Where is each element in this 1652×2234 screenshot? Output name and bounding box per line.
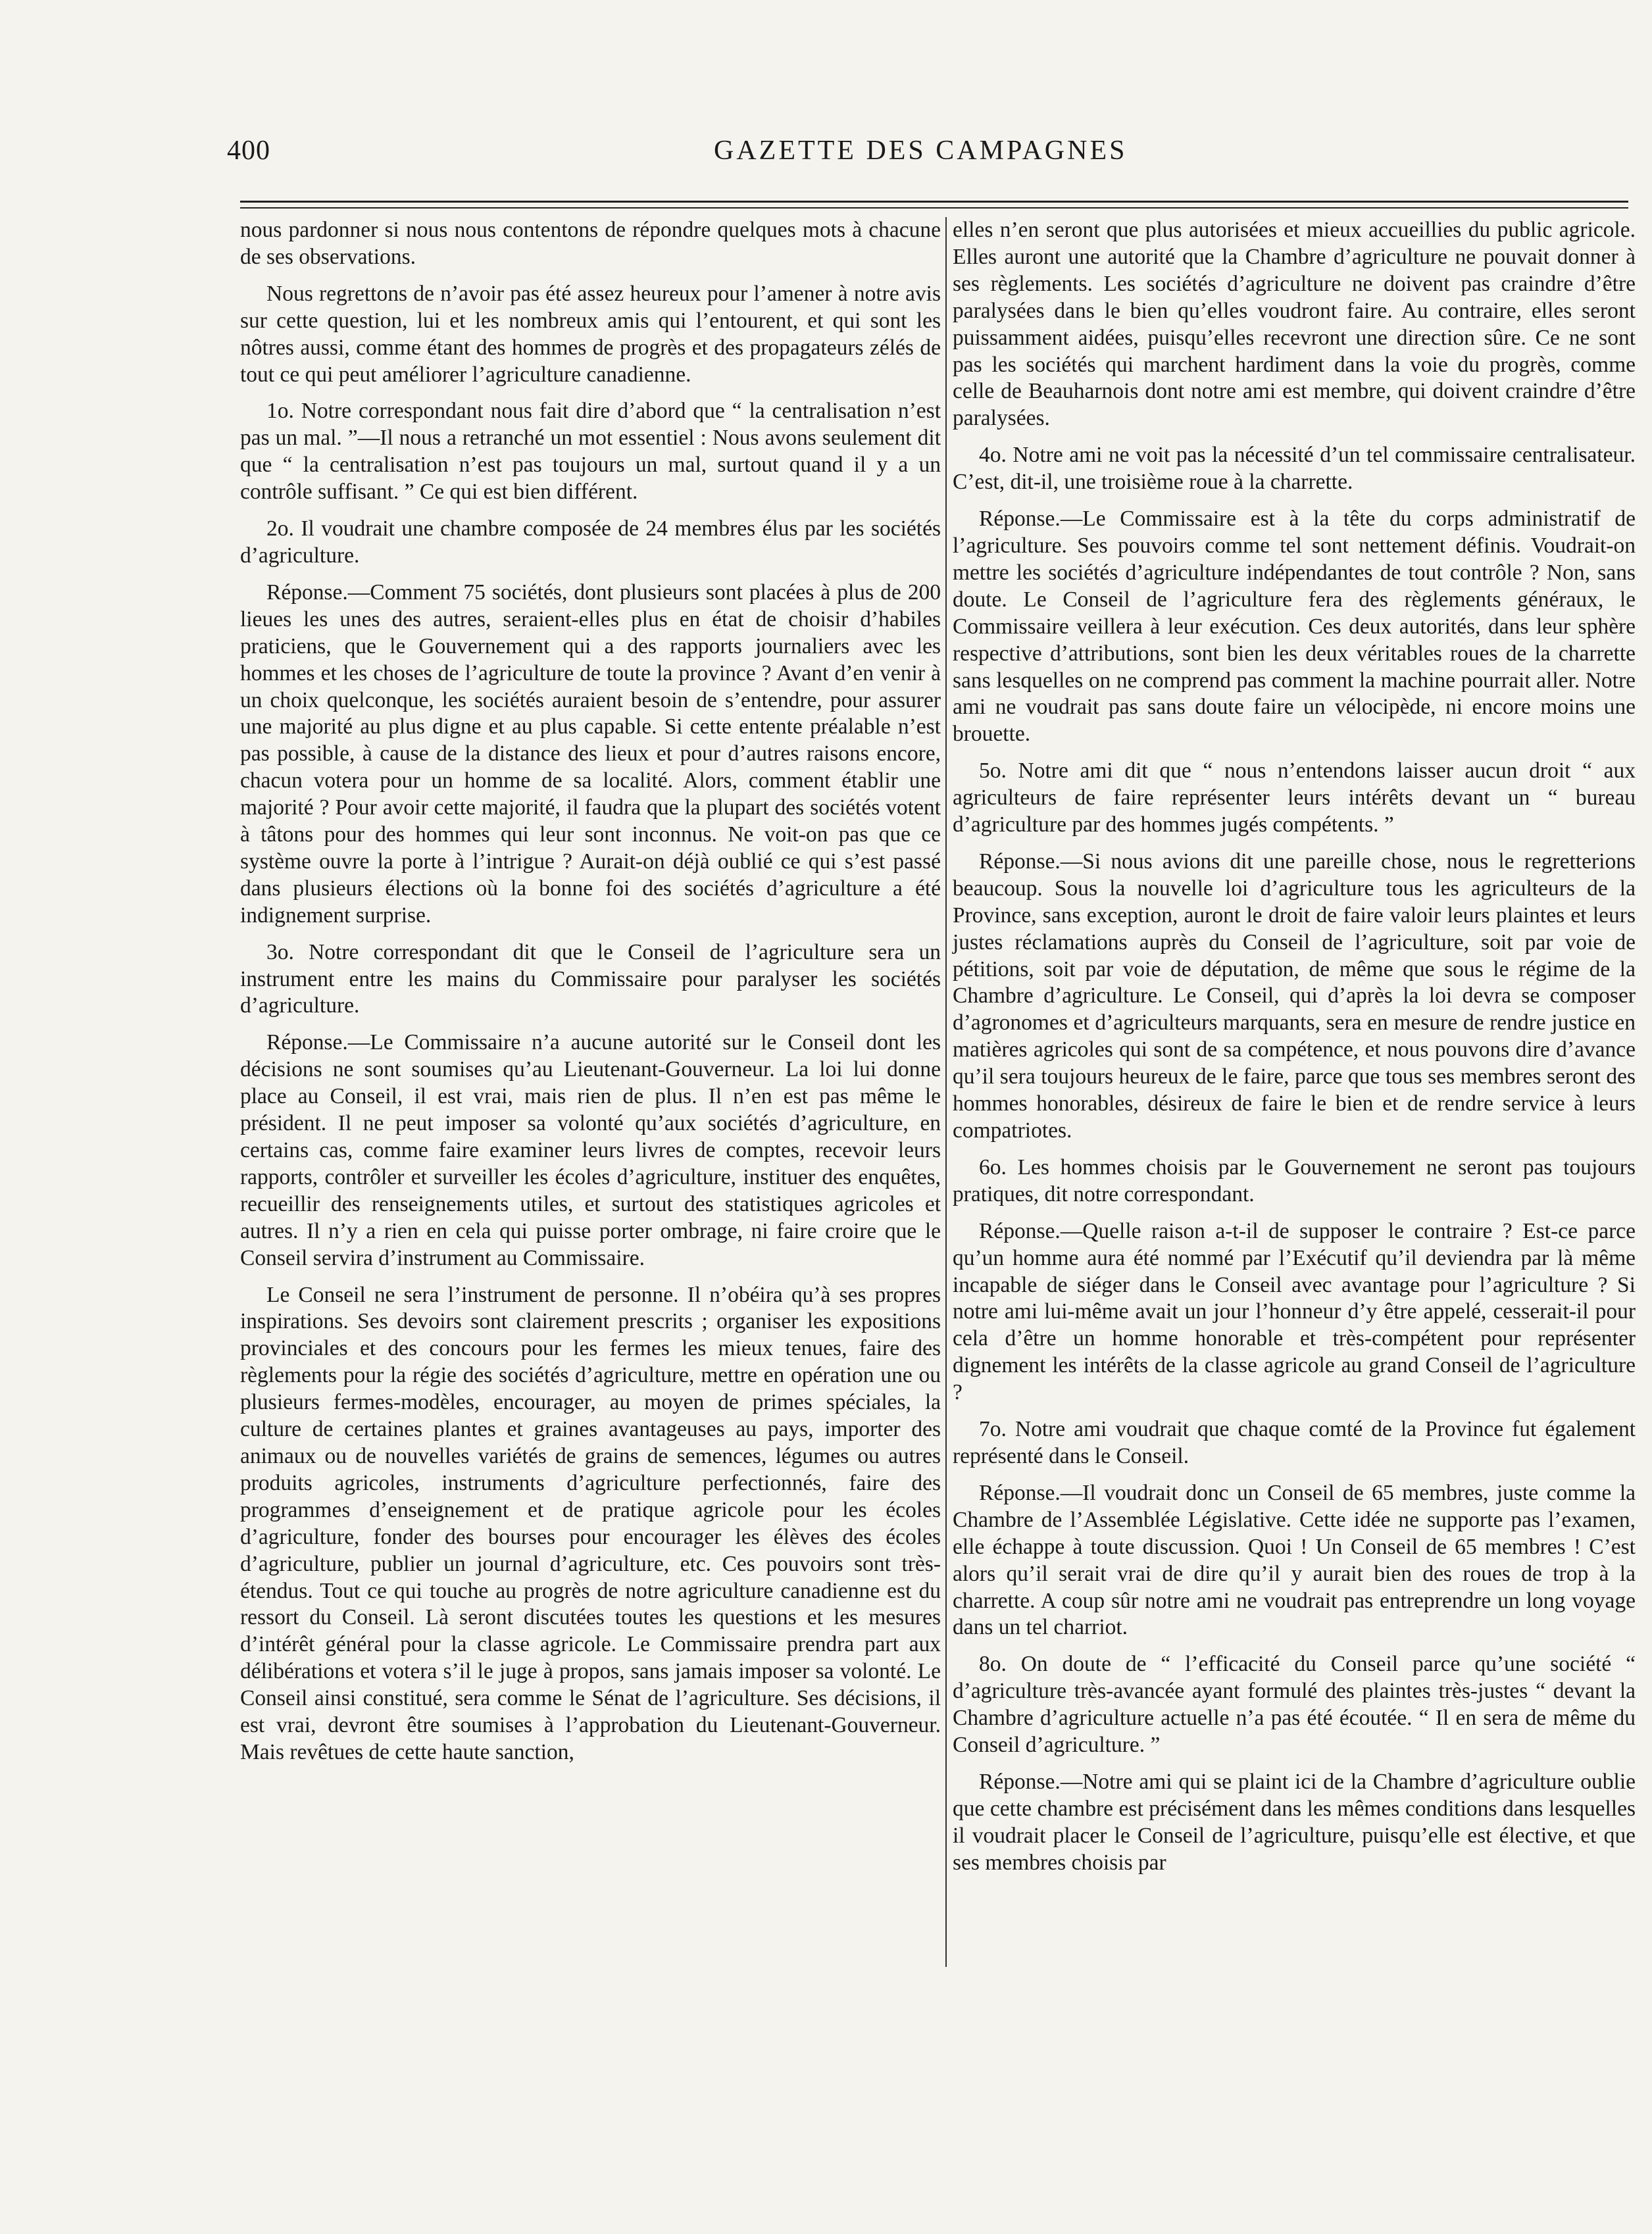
paragraph: 1o. Notre correspondant nous fait dire d’abord que “ la centralisation n’est pas un mal. ”—Il nous a retranché un mot essentiel : Nous avons seulement dit que “ la centralisation n’est pas toujours un mal, surtout quand il y a un contrôle suffisant. ” Ce qui est bien différent. [240,399,941,505]
paragraph: elles n’en seront que plus autorisées et mieux accueillies du public agricole. Elles auront une autorité que la Chambre d’agriculture ne pouvait donner à ses règlements. Les sociétés d’agriculture ne doivent pas craindre d’être paralysées dans le bien qu’elles voudront faire. Au contraire, elles seront puissamment aidées, puisqu’elles recevront une direction sûre. Ce ne sont pas les sociétés qui marchent hardiment dans la voie du progrès, comme celle de Beauharnois dont notre ami est membre, qui doivent craindre d’être paralysées. [953,218,1636,431]
paragraph: 4o. Notre ami ne voit pas la nécessité d’un tel commissaire centralisateur. C’est, dit-il, une troisième roue à la charrette. [953,443,1636,495]
paragraph: Nous regrettons de n’avoir pas été assez heureux pour l’amener à notre avis sur cette question, lui et les nombreux amis qui l’entourent, et qui sont les nôtres aussi, comme étant des hommes de progrès et des propagateurs zélés de tout ce qui peut améliorer l’agriculture canadienne. [240,281,941,387]
page-number: 400 [227,136,270,166]
paragraph: Réponse.—Notre ami qui se plaint ici de la Chambre d’agriculture oublie que cette chambre est précisément dans les mêmes conditions dans lesquelles il voudrait placer le Conseil de l’agriculture, puisqu’elle est élective, et que ses membres choisis par [953,1769,1636,1875]
paragraph: 6o. Les hommes choisis par le Gouvernement ne seront pas toujours pratiques, dit notre correspondant. [953,1154,1636,1206]
paragraph: 2o. Il voudrait une chambre composée de 24 membres élus par les sociétés d’agriculture. [240,516,941,568]
paragraph: Réponse.—Le Commissaire n’a aucune autorité sur le Conseil dont les décisions ne sont soumises qu’au Lieutenant-Gouverneur. La loi lui donne place au Conseil, il est vrai, mais rien de plus. Il n’en est pas même le président. Il ne peut imposer sa volonté qu’aux sociétés d’agriculture, en certains cas, comme faire examiner leurs livres de comptes, recevoir leurs rapports, contrôler et surveiller les écoles d’agriculture, instituer des enquêtes, recueillir des renseignements utiles, et surtout des statistiques agricoles et autres. Il n’y a rien en cela qui puisse porter ombrage, ni faire croire que le Conseil servira d’instrument au Commissaire. [240,1030,941,1270]
paragraph: 3o. Notre correspondant dit que le Conseil de l’agriculture sera un instrument entre les mains du Commissaire pour paralyser les sociétés d’agriculture. [240,939,941,1018]
left-column [240,217,941,1776]
column-divider [945,217,947,1967]
paragraph: 7o. Notre ami voudrait que chaque comté de la Province fut également représenté dans le Conseil. [953,1417,1636,1468]
running-title: GAZETTE DES CAMPAGNES [714,136,1128,166]
paragraph: Réponse.—Il voudrait donc un Conseil de 65 membres, juste comme la Chambre de l’Assemblée Législative. Cette idée ne supporte pas l’examen, elle échappe à toute discussion. Quoi ! Un Conseil de 65 membres ! C’est alors qu’il serait vrai de dire qu’il y aurait bien des roues de trop à la charrette. A coup sûr notre ami ne voudrait pas entreprendre un long voyage dans un tel charriot. [953,1480,1636,1640]
paragraph: 8o. On doute de “ l’efficacité du Conseil parce qu’une société “ d’agriculture très-avancée ayant formulé des plaintes très-justes “ devant la Chambre d’agriculture actuelle n’a pas été écoutée. “ Il en sera de même du Conseil d’agriculture. ” [953,1652,1636,1758]
paragraph: Le Conseil ne sera l’instrument de personne. Il n’obéira qu’à ses propres inspirations. Ses devoirs sont clairement prescrits ; organiser les expositions provinciales et des concours pour les fermes les mieux tenues, faire des règlements pour la régie des sociétés d’agriculture, mettre en opération une ou plusieurs fermes-modèles, encourager, au moyen de primes spéciales, la culture de certaines plantes et graines avantageuses au pays, importer des animaux ou de nouvelles variétés de grains de semences, légumes ou autres produits agricoles, instruments d’agriculture perfectionnés, faire des programmes d’enseignement et de pratique agricole pour les écoles d’agriculture, fonder des bourses pour encourager les élèves des écoles d’agriculture, publier un journal d’agriculture, etc. Ces pouvoirs sont très-étendus. Tout ce qui touche au progrès de notre agriculture canadienne est du ressort du Conseil. Là seront discutées toutes les questions et les mesures d’intérêt général pour la classe agricole. Le Commissaire prendra part aux délibérations et votera s’il le juge à propos, sans jamais imposer sa volonté. Le Conseil ainsi constitué, sera comme le Sénat de l’agriculture. Ses décisions, il est vrai, devront être soumises à l’approbation du Lieutenant-Gouverneur. Mais revêtues de cette haute sanction, [240,1282,941,1764]
paragraph: Réponse.—Comment 75 sociétés, dont plusieurs sont placées à plus de 200 lieues les unes des autres, seraient-elles plus en état de choisir d’habiles praticiens, que le Gouvernement qui a des rapports journaliers avec les hommes et les choses de l’agriculture de toute la province ? Avant d’en venir à un choix quelconque, les sociétés auraient besoin de s’entendre, pour assurer une majorité au plus digne et au plus capable. Si cette entente préalable n’est pas possible, à cause de la distance des lieux et pour d’autres raisons encore, chacun votera pour un homme de sa localité. Alors, comment établir une majorité ? Pour avoir cette majorité, il faudra que la plupart des sociétés votent à tâtons pour des hommes qui leur sont inconnus. Ne voit-on pas que ce système ouvre la porte à l’intrigue ? Aurait-on déjà oublié ce qui s’est passé dans plusieurs élections où la bonne foi des sociétés d’agriculture a été indignement surprise. [240,580,941,928]
page-header [227,135,1536,181]
paragraph: 5o. Notre ami dit que “ nous n’entendons laisser aucun droit “ aux agriculteurs de faire représenter leurs intérêts devant un “ bureau d’agriculture par des hommes jugés compétents. ” [953,758,1636,837]
header-rule [240,201,1628,209]
right-column [953,217,1636,1887]
paragraph: nous pardonner si nous nous contentons de répondre quelques mots à chacune de ses observations. [240,218,941,269]
paragraph: Réponse.—Le Commissaire est à la tête du corps administratif de l’agriculture. Ses pouvoirs comme tel sont nettement définis. Voudrait-on mettre les sociétés d’agriculture indépendantes de tout contrôle ? Non, sans doute. Le Conseil de l’agriculture fera des règlements généraux, le Commissaire veillera à leur exécution. Ces deux autorités, dans leur sphère respective d’attributions, sont bien les deux véritables roues de la charrette sans lesquelles on ne comprend pas comment la machine pourrait aller. Notre ami ne voudrait pas sans doute faire un vélocipède, ni encore moins une brouette. [953,507,1636,747]
paragraph: Réponse.—Quelle raison a-t-il de supposer le contraire ? Est-ce parce qu’un homme aura été nommé par l’Exécutif qu’il deviendra par là même incapable de siéger dans le Conseil avec avantage pour l’agriculture ? Si notre ami lui-même avait un jour l’honneur d’y être appelé, cesserait-il pour cela d’être un homme honorable et très-compétent pour représenter dignement les intérêts de la classe agricole au grand Conseil de l’agriculture ? [953,1218,1636,1405]
paragraph: Réponse.—Si nous avions dit une pareille chose, nous le regretterions beaucoup. Sous la nouvelle loi d’agriculture tous les agriculteurs de la Province, sans exception, auront le droit de faire valoir leurs plaintes et leurs justes réclamations auprès du Conseil de l’agriculture, soit par voie de pétitions, soit par voie de députation, de même que sous le régime de la Chambre d’agriculture. Le Conseil, qui d’après la loi devra se composer d’agronomes et d’agriculteurs marquants, sera en mesure de rendre justice en matières agricoles qui sont de sa compétence, et nous pouvons dire d’avance qu’il sera toujours heureux de le faire, parce que tous ses membres seront des hommes honorables, désireux de faire le bien et de rendre service à leurs compatriotes. [953,849,1636,1143]
